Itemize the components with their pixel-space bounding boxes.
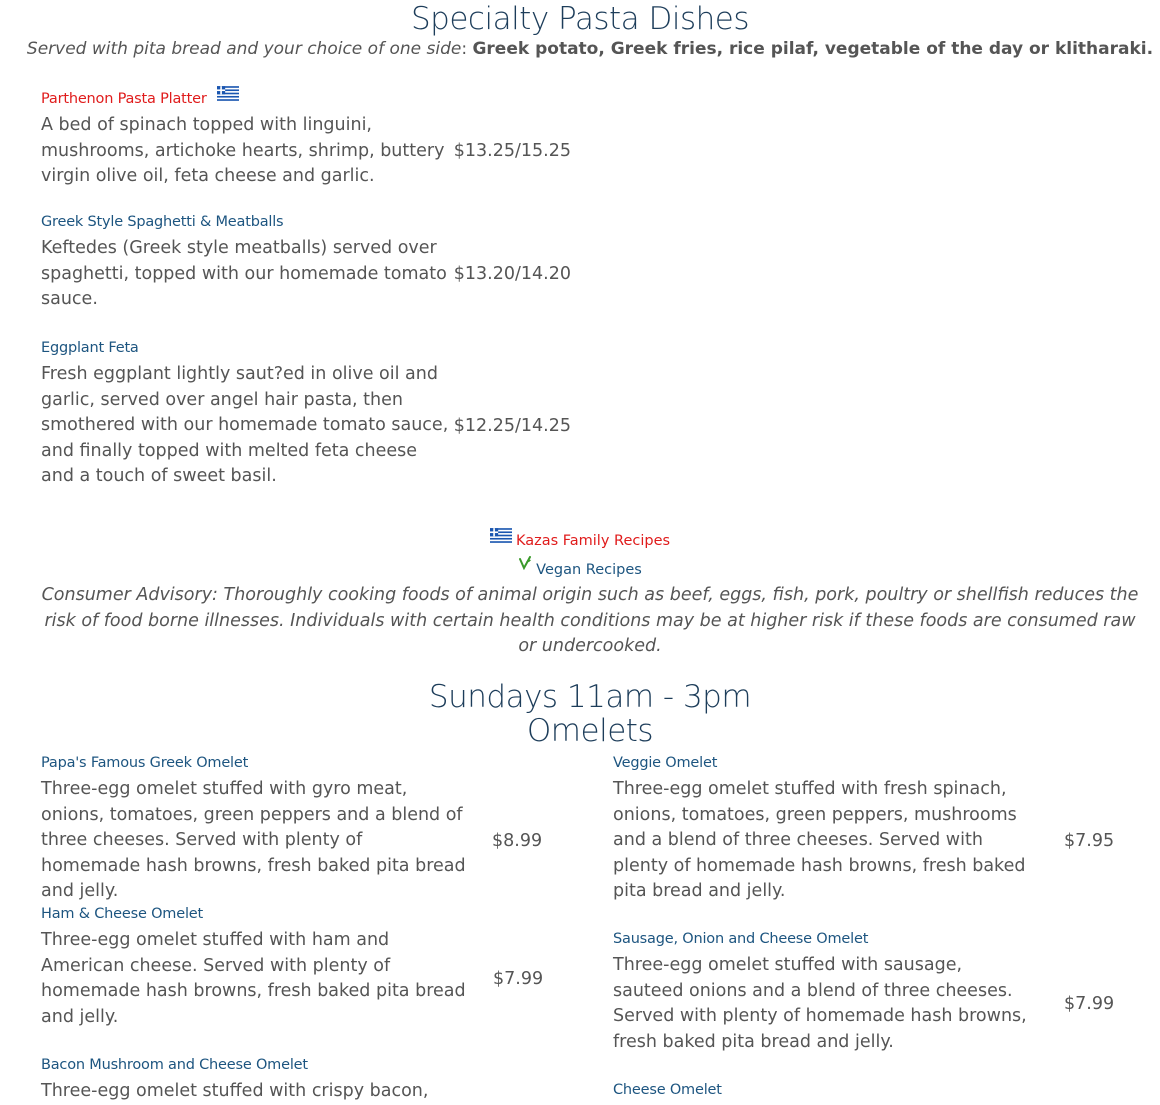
item-name: Papa's Famous Greek Omelet [41,755,249,771]
menu-item-veggie-omelet [613,753,1133,905]
consumer-advisory: Consumer Advisory: Thoroughly cooking foods of animal origin such as beef, eggs, fish, pork, poultry or shellfish reduces the risk of food borne illnesses. Individuals with certain health conditions may be at higher risk if these foods are consumed raw or undercooked. [41,585,1139,656]
menu-item-eggplant-feta [41,338,571,490]
item-description: Three-egg omelet stuffed with crispy bacon, [41,1081,429,1101]
item-description: Three-egg omelet stuffed with sausage, sauteed onions and a blend of three cheeses. Served with plenty of homemade hash browns, fresh baked pita bread and jelly. [613,955,1027,1052]
menu-item-spaghetti-meatballs [41,212,571,313]
pasta-subtitle [0,37,1160,61]
item-name: Ham & Cheese Omelet [41,906,203,922]
item-price: $8.99 [492,830,543,851]
omelets-hours: Sundays 11am - 3pm [428,679,752,715]
item-price: $7.95 [1064,830,1115,851]
item-price: $7.99 [493,969,544,989]
legend-vegan [0,556,1160,578]
item-price: $7.99 [1064,994,1115,1014]
legend-family [0,528,1160,549]
item-price: $12.25/14.25 [453,415,571,436]
subtitle-colon: : [461,39,468,59]
menu-item-bacon-mushroom-omelet [41,1055,571,1105]
item-description: Three-egg omelet stuffed with gyro meat, onions, tomatoes, green peppers and a blend of three cheeses. Served with plenty of homemade hash browns, fresh baked pita bread and jelly. [41,779,466,901]
item-description: Fresh eggplant lightly saut?ed in olive oil and garlic, served over angel hair pasta, then smothered with our homemade tomato sauce, and finally topped with melted feta cheese and a touch of sweet basil. [41,364,449,486]
omelets-title: Omelets [526,713,654,749]
subtitle-sides: Greek potato, Greek fries, rice pilaf, vegetable of the day or klitharaki. [472,39,1154,59]
greek-flag-icon [490,528,512,543]
item-description: Three-egg omelet stuffed with fresh spinach, onions, tomatoes, green peppers, mushrooms and a blend of three cheeses. Served with plenty of homemade hash browns, fresh baked pita bread and jelly. [613,779,1026,901]
legend-vegan-label: Vegan Recipes [536,562,642,578]
item-name: Greek Style Spaghetti & Meatballs [41,214,284,230]
pasta-section-title: Specialty Pasta Dishes [410,1,749,37]
legend-family-label: Kazas Family Recipes [515,533,671,549]
item-name: Veggie Omelet [613,755,718,771]
item-price: $13.20/14.20 [453,264,571,285]
greek-flag-icon [217,86,239,101]
item-description: A bed of spinach topped with linguini, mushrooms, artichoke hearts, shrimp, buttery virgin olive oil, feta cheese and garlic. [41,115,445,186]
item-description: Three-egg omelet stuffed with ham and American cheese. Served with plenty of homemade hash browns, fresh baked pita bread and jelly. [41,930,466,1027]
item-name-text: Parthenon Pasta Platter [41,91,207,107]
item-name: Eggplant Feta [41,340,139,356]
menu-item-sausage-onion-omelet [613,929,1133,1055]
item-name: Cheese Omelet [613,1082,722,1098]
menu-item-cheese-omelet [613,1080,1133,1100]
item-name: Bacon Mushroom and Cheese Omelet [41,1057,308,1073]
menu-item-parthenon [41,86,571,190]
menu-item-ham-cheese-omelet [41,904,571,1030]
item-price: $13.25/15.25 [453,141,571,162]
menu-item-papas-greek-omelet [41,753,571,905]
item-name [41,86,571,109]
item-description: Keftedes (Greek style meatballs) served over spaghetti, topped with our homemade tomato sauce. [41,238,447,309]
item-name: Sausage, Onion and Cheese Omelet [613,931,869,947]
subtitle-intro: Served with pita bread and your choice of one side [26,39,462,59]
vegan-leaf-icon [518,556,532,570]
